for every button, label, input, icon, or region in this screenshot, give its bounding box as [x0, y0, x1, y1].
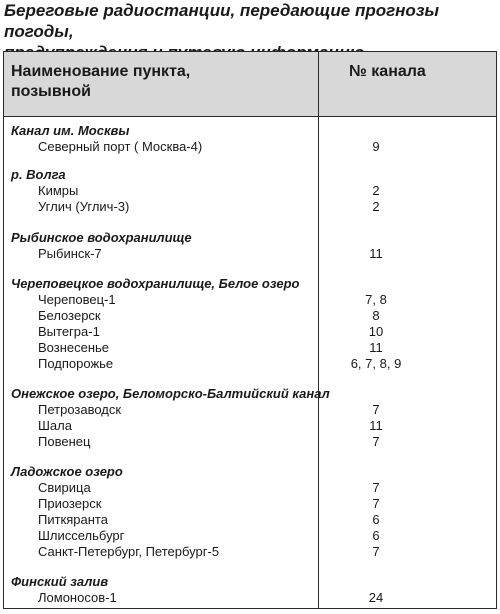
table-header [4, 52, 496, 117]
group-heading [4, 123, 496, 139]
table-row [4, 480, 496, 496]
channel-value: 7 [372, 496, 380, 511]
table-row [4, 356, 496, 372]
table-row [4, 183, 496, 199]
header-station-name [11, 62, 231, 102]
table-row [4, 496, 496, 512]
group-name: Ладожское озеро [11, 464, 123, 479]
table-row [4, 308, 496, 324]
channel-value: 11 [369, 418, 383, 433]
station-name: Петрозаводск [38, 402, 122, 417]
station-name: Повенец [38, 434, 91, 449]
channel-value: 7 [372, 402, 380, 417]
group-name: р. Волга [11, 167, 66, 182]
group-name: Финский залив [11, 574, 109, 589]
table-row [4, 544, 496, 560]
table-row [4, 139, 496, 155]
header-station-name-line-2: позывной [11, 83, 91, 100]
station-name: Шлиссельбург [38, 528, 125, 543]
station-name: Углич (Углич-3) [38, 199, 130, 214]
group-name: Рыбинское водохранилище [11, 230, 192, 245]
table-row [4, 434, 496, 450]
channel-value: 6 [372, 528, 380, 543]
channel-value: 10 [368, 324, 384, 339]
title-line-1: Береговые радиостанции, передающие прогнозы погоды, [4, 1, 440, 41]
group-heading [4, 464, 496, 480]
table-row [4, 246, 496, 262]
group-heading [4, 386, 496, 402]
channel-value: 6 [372, 512, 380, 527]
station-name: Вытегра-1 [38, 324, 100, 339]
table-row [4, 402, 496, 418]
station-name: Подпорожье [38, 356, 114, 371]
group-heading [4, 276, 496, 292]
channel-value: 6, 7, 8, 9 [350, 356, 402, 371]
group-name: Череповецкое водохранилище, Белое озеро [11, 276, 300, 291]
table-row [4, 590, 496, 606]
station-name: Северный порт ( Москва-4) [38, 139, 203, 154]
channel-value: 2 [372, 183, 380, 198]
channel-value: 8 [372, 308, 380, 323]
station-name: Приозерск [38, 496, 102, 511]
table-row [4, 324, 496, 340]
group-heading [4, 230, 496, 246]
stations-table [3, 51, 497, 609]
group-heading [4, 167, 496, 183]
channel-value: 11 [369, 246, 383, 261]
table-row [4, 418, 496, 434]
table-row [4, 292, 496, 308]
channel-value: 11 [369, 340, 383, 355]
station-name: Санкт-Петербург, Петербург-5 [38, 544, 220, 559]
station-name: Свирица [38, 480, 91, 495]
table-row [4, 512, 496, 528]
group-name: Онежское озеро, Беломорско-Балтийский канал [11, 386, 330, 401]
station-name: Рыбинск-7 [38, 246, 102, 261]
channel-value: 7 [372, 434, 380, 449]
station-name: Череповец-1 [38, 292, 116, 307]
station-name: Белозерск [38, 308, 101, 323]
channel-value: 7 [372, 480, 380, 495]
channel-value: 24 [368, 590, 384, 605]
station-name: Вознесенье [38, 340, 110, 355]
table-row [4, 528, 496, 544]
station-name: Кимры [38, 183, 79, 198]
group-heading [4, 574, 496, 590]
station-name: Ломоносов-1 [38, 590, 117, 605]
channel-value: 7, 8 [365, 292, 387, 307]
channel-value: 2 [372, 199, 380, 214]
table-row [4, 340, 496, 356]
station-name: Питкяранта [38, 512, 108, 527]
header-channel: № канала [349, 63, 426, 80]
header-station-name-line-1: Наименование пункта, [11, 63, 191, 80]
table-row [4, 199, 496, 215]
group-name: Канал им. Москвы [11, 123, 130, 138]
channel-value: 9 [372, 139, 380, 154]
channel-value: 7 [372, 544, 380, 559]
station-name: Шала [38, 418, 72, 433]
